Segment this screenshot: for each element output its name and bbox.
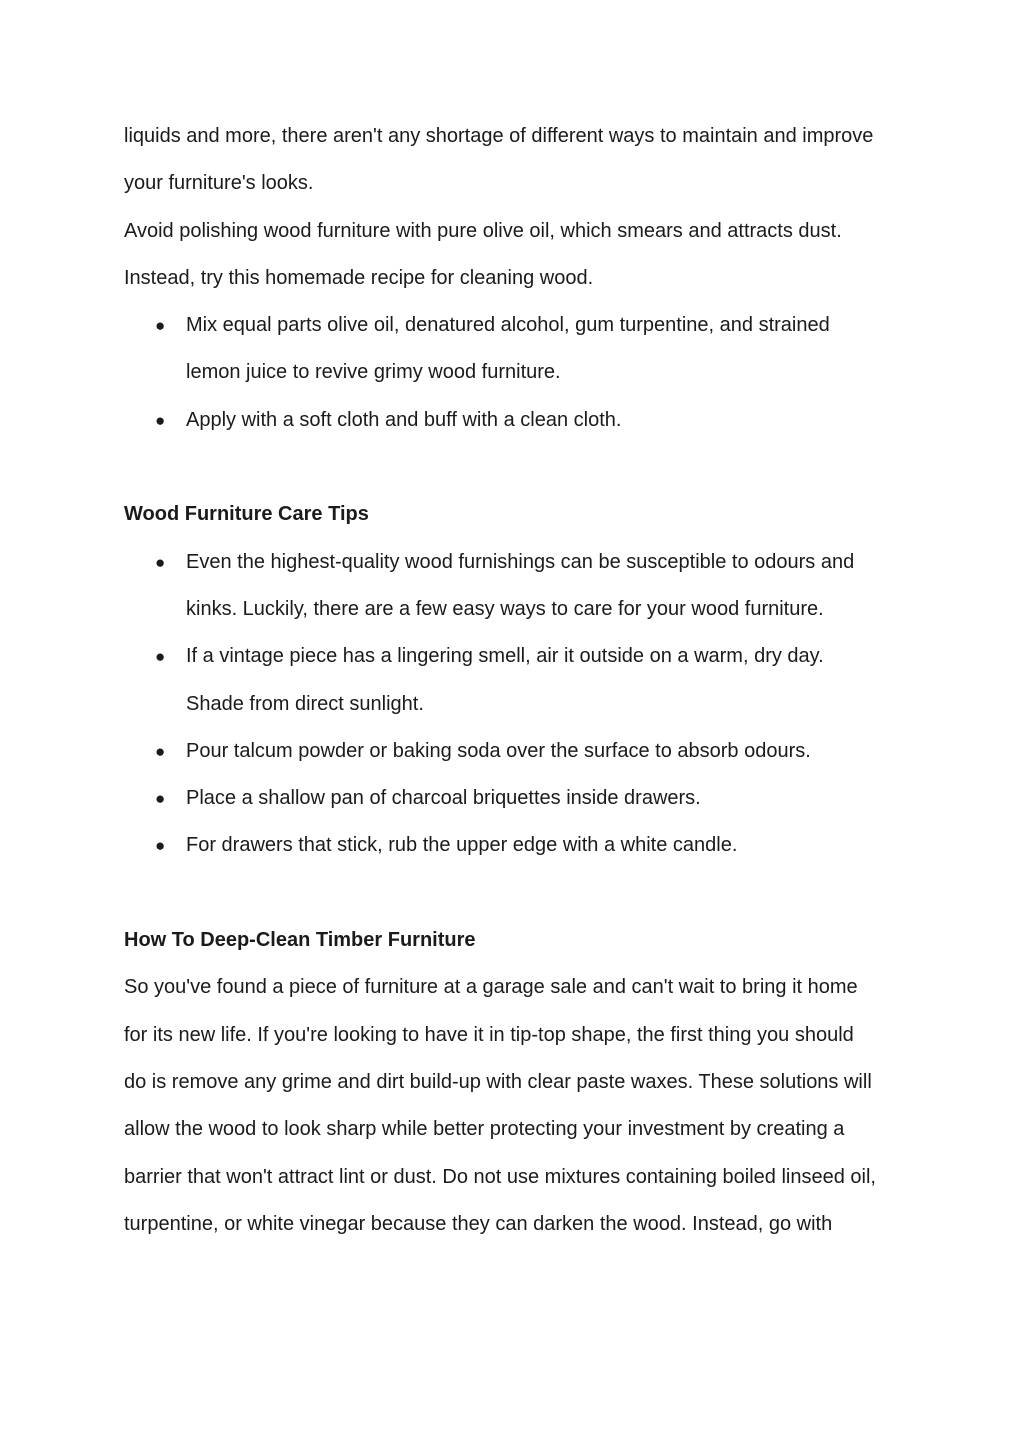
bullet-icon: ●	[155, 741, 166, 761]
text-line: So you've found a piece of furniture at a garage sale and can't wait to bring it home	[124, 976, 858, 999]
list-item	[124, 775, 914, 822]
text-line: Instead, try this homemade recipe for cleaning wood.	[124, 266, 594, 289]
list-item	[124, 302, 914, 397]
text-line: Even the highest-quality wood furnishings can be susceptible to odours and	[186, 550, 855, 573]
text-line: Mix equal parts olive oil, denatured alcohol, gum turpentine, and strained	[186, 314, 830, 337]
text-line: Place a shallow pan of charcoal briquettes inside drawers.	[186, 787, 701, 810]
text-line: do is remove any grime and dirt build-up with clear paste waxes. These solutions will	[124, 1070, 872, 1093]
olive-oil-paragraph	[124, 208, 914, 303]
text-line: If a vintage piece has a lingering smell, air it outside on a warm, dry day.	[186, 645, 824, 668]
text-line: for its new life. If you're looking to have it in tip-top shape, the first thing you should	[124, 1023, 854, 1046]
text-line: For drawers that stick, rub the upper edge with a white candle.	[186, 834, 738, 857]
text-line: Avoid polishing wood furniture with pure olive oil, which smears and attracts dust.	[124, 219, 842, 242]
care-tips-bullet-list	[124, 539, 914, 870]
text-line: liquids and more, there aren't any shortage of different ways to maintain and improve	[124, 125, 874, 147]
care-tips-heading: Wood Furniture Care Tips	[124, 503, 369, 526]
list-item	[124, 397, 914, 444]
bullet-icon: ●	[155, 647, 166, 667]
text-line: Pour talcum powder or baking soda over the surface to absorb odours.	[186, 739, 811, 762]
text-line: Shade from direct sunlight.	[186, 692, 424, 715]
bullet-icon: ●	[155, 316, 166, 336]
list-item	[124, 728, 914, 775]
text-line: your furniture's looks.	[124, 172, 314, 195]
text-line: barrier that won't attract lint or dust. Do not use mixtures containing boiled linseed oil,	[124, 1165, 876, 1188]
bullet-icon: ●	[155, 410, 166, 430]
document-page	[124, 113, 914, 1248]
intro-paragraph	[124, 113, 914, 208]
recipe-bullet-list	[124, 302, 914, 444]
bullet-icon: ●	[155, 836, 166, 856]
text-line: allow the wood to look sharp while better protecting your investment by creating a	[124, 1118, 845, 1141]
section-spacer	[124, 444, 914, 491]
deep-clean-paragraph	[124, 964, 914, 1248]
text-line: turpentine, or white vinegar because they can darken the wood. Instead, go with	[124, 1212, 833, 1235]
text-line: lemon juice to revive grimy wood furniture.	[186, 361, 561, 384]
bullet-icon: ●	[155, 552, 166, 572]
deep-clean-heading: How To Deep-Clean Timber Furniture	[124, 929, 476, 952]
section-spacer	[124, 870, 914, 917]
text-line: Apply with a soft cloth and buff with a clean cloth.	[186, 408, 622, 431]
list-item	[124, 822, 914, 869]
text-line: kinks. Luckily, there are a few easy ways to care for your wood furniture.	[186, 597, 824, 620]
bullet-icon: ●	[155, 789, 166, 809]
list-item	[124, 633, 914, 728]
list-item	[124, 539, 914, 634]
